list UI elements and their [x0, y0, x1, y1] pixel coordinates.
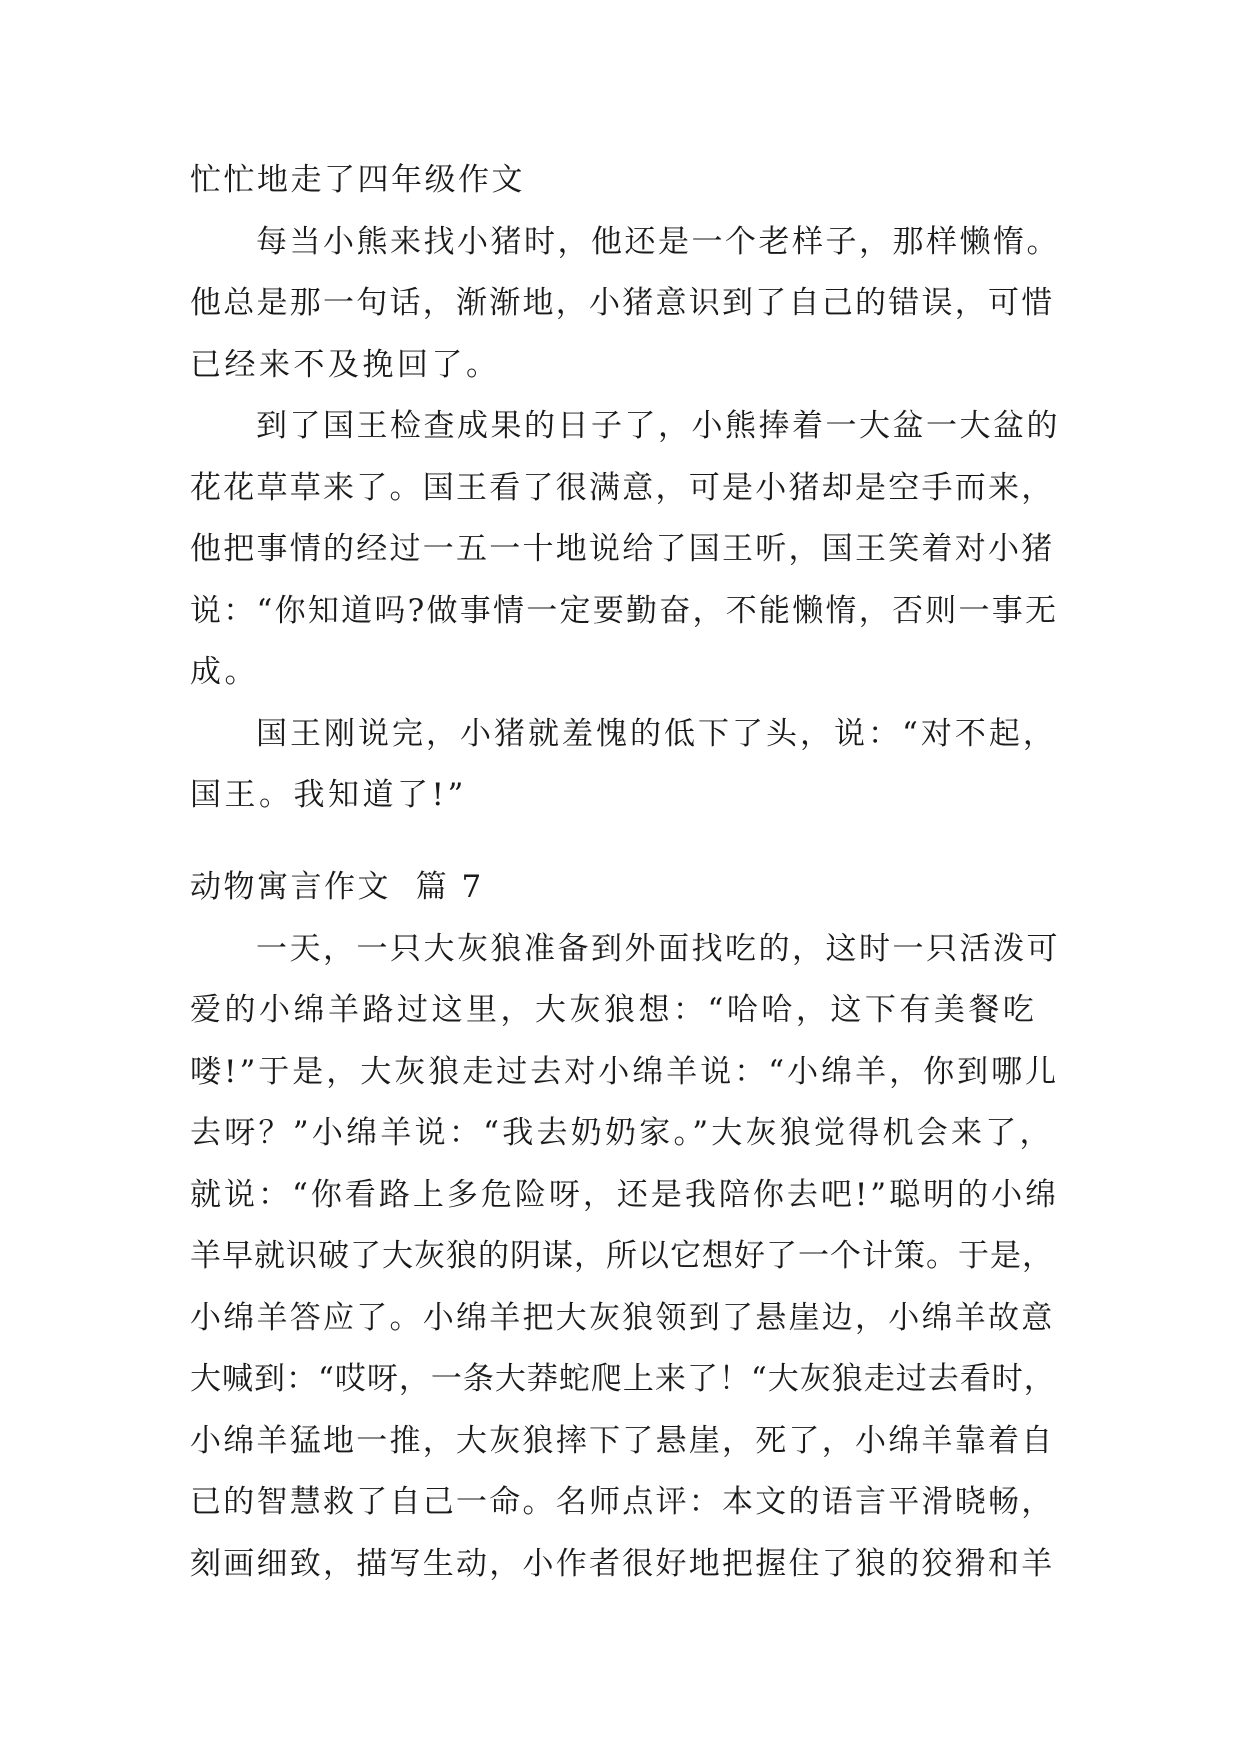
- paragraph-line: 去呀？”小绵羊说：“我去奶奶家。”大灰狼觉得机会来了，: [190, 1115, 1054, 1151]
- paragraph-line: 大喊到：“哎呀，一条大莽蛇爬上来了！“大灰狼走过去看时，: [190, 1361, 1056, 1397]
- paragraph-line: 已的智慧救了自己一命。名师点评：本文的语言平滑晓畅，: [190, 1484, 1055, 1520]
- paragraph-3: [190, 704, 1060, 827]
- section-1: [190, 150, 1060, 827]
- paragraph-line: 羊早就识破了大灰狼的阴谋，所以它想好了一个计策。于是，: [190, 1238, 1054, 1274]
- section-2-title: 动物寓言作文 篇 7: [190, 869, 484, 905]
- paragraph-line: 说：“你知道吗?做事情一定要勤奋，不能懒惰，否则一事无: [190, 592, 1059, 629]
- paragraph-line: 花花草草来了。国王看了很满意，可是小猪却是空手而来，: [190, 469, 1055, 506]
- paragraph-line: 到了国王检查成果的日子了，小熊捧着一大盆一大盆的: [256, 408, 1060, 444]
- paragraph-line: 爱的小绵羊路过这里，大灰狼想：“哈哈，这下有美餐吃: [190, 992, 1038, 1028]
- paragraph-line: 喽!”于是，大灰狼走过去对小绵羊说：“小绵羊，你到哪儿: [190, 1053, 1060, 1090]
- paragraph-line: 已经来不及挽回了。: [190, 346, 501, 383]
- paragraph-line: 他总是那一句话，渐渐地，小猪意识到了自己的错误，可惜: [190, 285, 1055, 321]
- paragraph-line: 就说：“你看路上多危险呀，还是我陪你去吧!”聪明的小绵: [190, 1176, 1060, 1213]
- paragraph-1: [190, 212, 1060, 397]
- paragraph-line: 刻画细致，描写生动，小作者很好地把握住了狼的狡猾和羊: [190, 1545, 1055, 1582]
- paragraph-line: 他把事情的经过一五一十地说给了国王听，国王笑着对小猪: [190, 531, 1055, 567]
- section-1-title: 忙忙地走了四年级作文: [190, 162, 525, 198]
- paragraph-line: 一天，一只大灰狼准备到外面找吃的，这时一只活泼可: [256, 930, 1060, 967]
- paragraph-4: [190, 919, 1060, 1596]
- paragraph-2: [190, 396, 1060, 704]
- paragraph-line: 每当小熊来找小猪时，他还是一个老样子，那样懒惰。: [256, 223, 1060, 260]
- paragraph-line: 小绵羊猛地一推，大灰狼摔下了悬崖，死了，小绵羊靠着自: [190, 1422, 1055, 1459]
- paragraph-line: 国王。我知道了!”: [190, 777, 467, 813]
- paragraph-line: 国王刚说完，小猪就羞愧的低下了头，说：“对不起，: [256, 715, 1057, 752]
- section-2: [190, 857, 1060, 1595]
- paragraph-line: 成。: [190, 654, 259, 690]
- paragraph-line: 小绵羊答应了。小绵羊把大灰狼领到了悬崖边，小绵羊故意: [190, 1299, 1055, 1336]
